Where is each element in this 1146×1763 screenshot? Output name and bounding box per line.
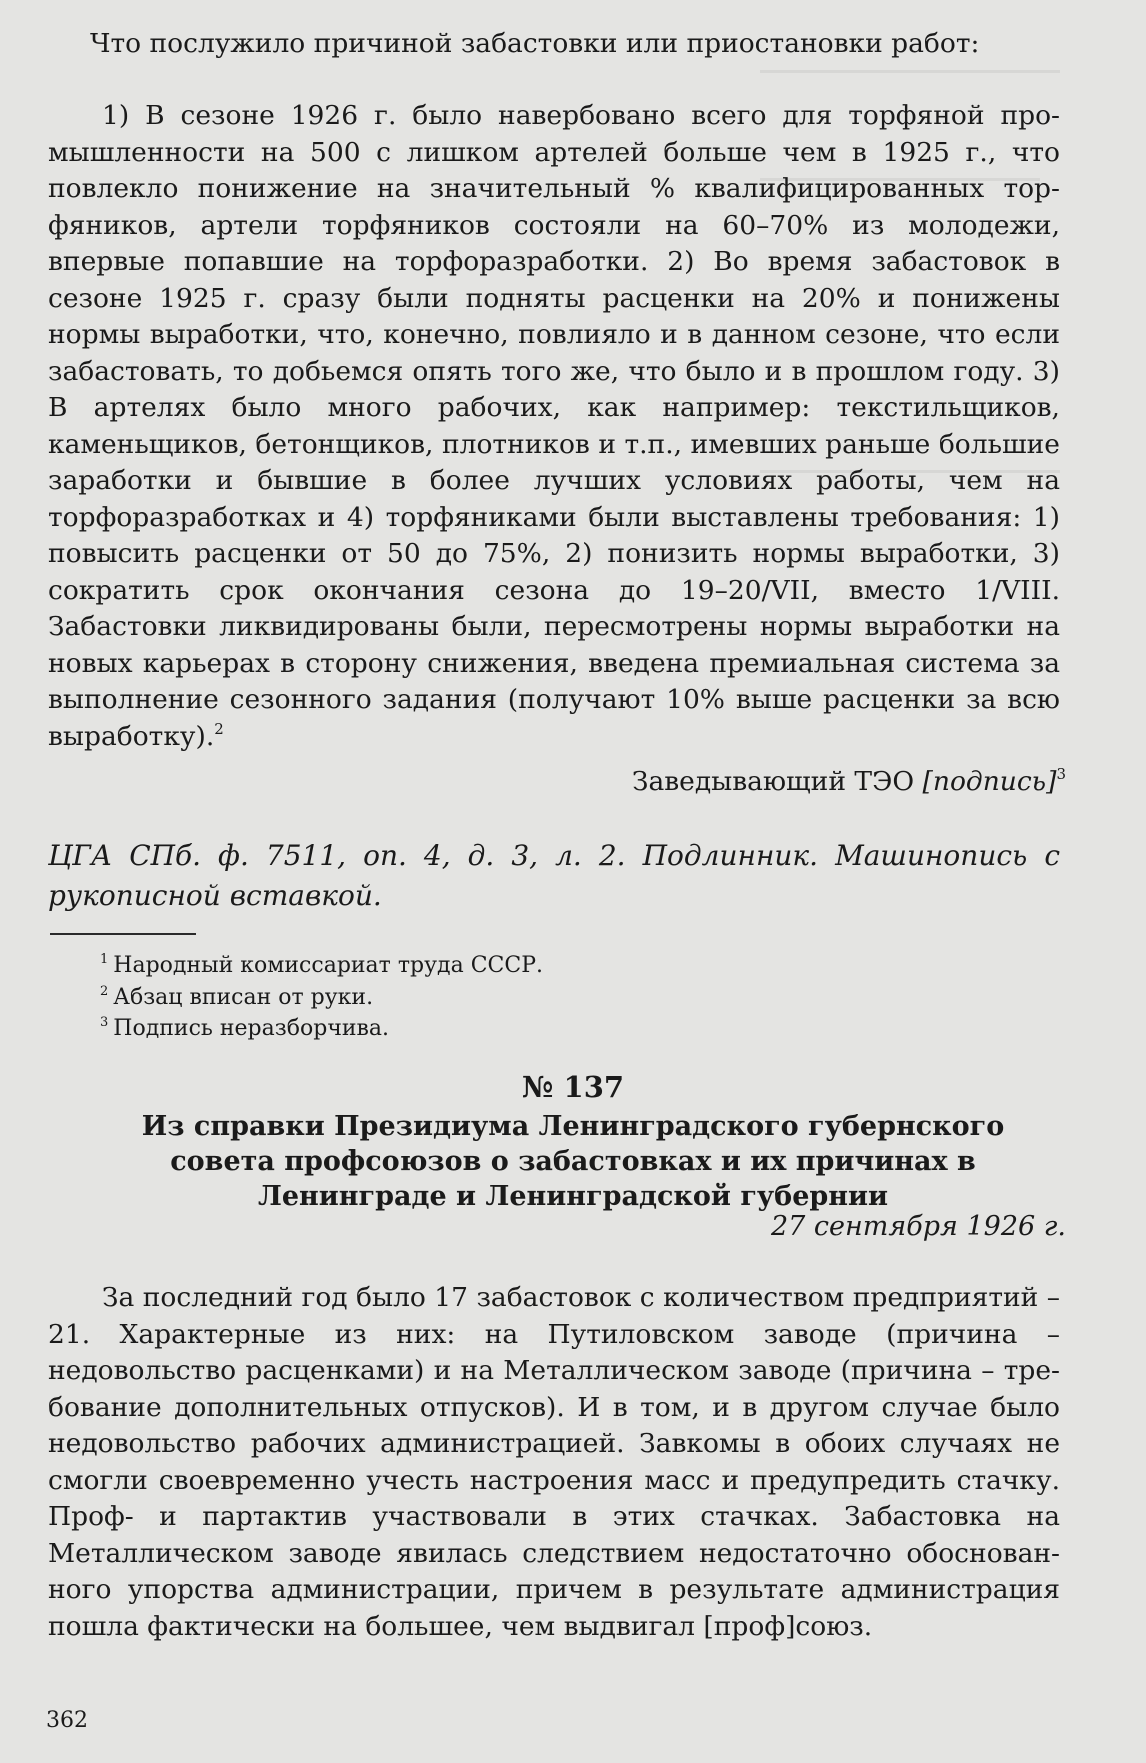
signature-line <box>632 766 1066 797</box>
document-title: Из справки Президиума Ленинградского губернского совета профсоюзов о забастовках и их причинах в Ленинграде и Ленинградской губернии <box>141 1111 1005 1212</box>
signer-position: Заведывающий ТЭО <box>631 766 923 797</box>
document-body: За последний год было 17 забастовок с количеством предприятий – 21. Характерные из них: на Путиловском заводе (причина – недовольство расценками) и на Металлическом заводе (причина – требование дополнительных отпусков). И в том, и в другом случае было недовольство рабочих администрацией. Завкомы в обоих случаях не смогли своевременно учесть настроения масс и предупредить стачку. Проф- и партактив участвовали в этих стачках. Забастовка на Металлическом заводе явилась следствием недостаточно обоснованного упорства администрации, причем в результате администрация пошла фактически на большее, чем выдвигал [проф]союз. <box>48 1282 1060 1642</box>
document-date: 27 сентября 1926 г. <box>770 1211 1066 1242</box>
footnote-divider <box>50 933 196 935</box>
footnote <box>100 1008 389 1044</box>
archive-source-reference: ЦГА СПб. ф. 7511, оп. 4, д. 3, л. 2. Подлинник. Машинопись с рукописной вставкой. <box>48 839 1060 912</box>
footnote-number: 2 <box>100 984 109 999</box>
paragraph-torf-causes <box>48 98 1060 755</box>
paragraph-text: 1) В сезоне 1926 г. было навербовано всего для торфяной промышленности на 500 с лишком артелей больше чем в 1925 г., что повлекло понижение на значительный % квалифицированных торфяников, артели торфяников состояли на 60–70% из молодежи, впервые попавшие на торфоразработки. 2) Во время забастовок в сезоне 1925 г. сразу были подняты расценки на 20% и понижены нормы выработки, что, конечно, повлияло и в данном сезоне, что если забастовать, то добьемся опять того же, что было и в прошлом году. 3) В артелях было много рабочих, как например: текстильщиков, каменьщиков, бетонщиков, плотников и т.п., имевших раньше большие заработки и бывшие в более лучших условиях работы, чем на торфоразработках и 4) торфяниками были выставлены требования: 1) повысить расценки от 50 до 75%, 2) понизить нормы выработки, 3) сократить срок окончания сезона до 19–20/VII, вместо 1/VIII. Забастовки ликвидированы были, пересмотрены нормы выработки на новых карьерах в сторону снижения, введена премиальная система за выполнение сезонного задания (получают 10% выше расценки за всю выработку). <box>48 100 1060 752</box>
footnote-text: Абзац вписан от руки. <box>113 985 374 1010</box>
document-number: № 137 <box>521 1070 625 1104</box>
footnote-text: Подпись неразборчива. <box>113 1016 390 1041</box>
footnote-number: 1 <box>100 952 109 967</box>
bleed-through-decoration <box>760 70 1060 73</box>
footnote-text: Народный комиссариат труда СССР. <box>113 953 543 978</box>
footnote <box>100 945 543 981</box>
footnote-mark: 3 <box>1056 765 1066 783</box>
footnote-mark: 2 <box>214 719 224 738</box>
page-number: 362 <box>46 1708 88 1733</box>
footnote-number: 3 <box>100 1015 109 1030</box>
intro-line: Что послужило причиной забастовки или приостановки работ: <box>90 28 980 59</box>
signature-note: [подпись] <box>922 766 1057 797</box>
